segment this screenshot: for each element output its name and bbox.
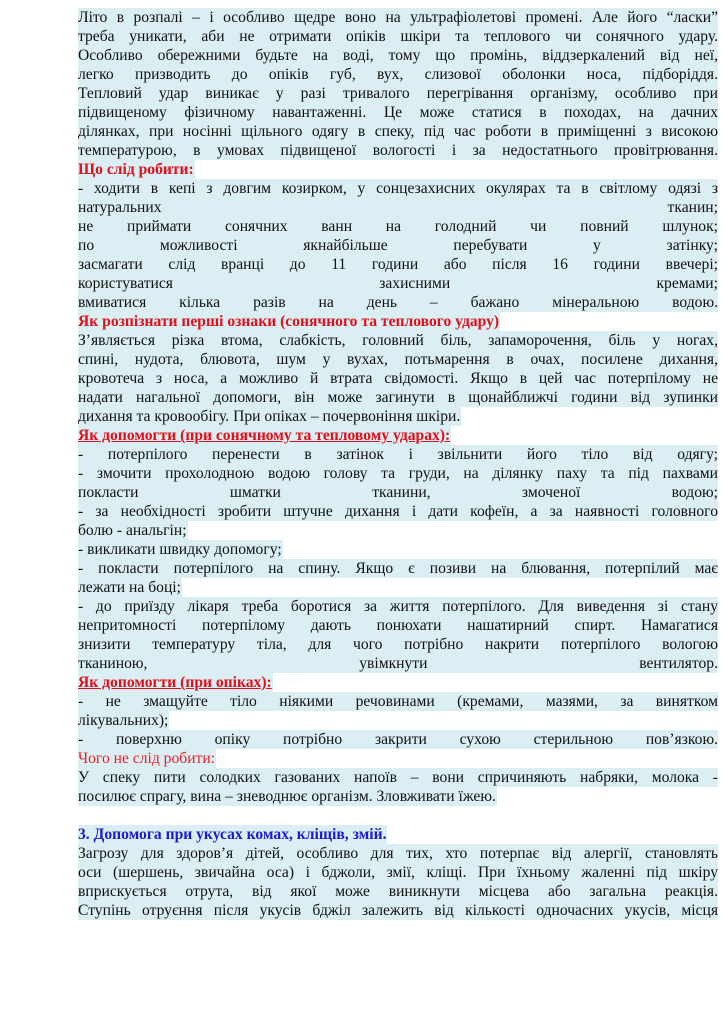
- heading-help-burns: Як допомогти (при опіках):: [78, 674, 272, 691]
- list-line: покласти шматки тканини, змоченої водою;: [78, 484, 718, 501]
- what-not-to-do-paragraph: [78, 768, 718, 806]
- help-burns-list: [78, 692, 718, 749]
- document-page: [78, 8, 718, 920]
- spacer: [78, 806, 718, 825]
- text-line: оси (шершень, звичайна оса) і бджоли, змії, кліщі. При їхньому жаленні під шкіру: [78, 864, 718, 881]
- heading-symptoms: Як розпізнати перші ознаки (сонячного та теплового удару): [78, 313, 500, 330]
- list-line: болю - анальгін;: [78, 522, 187, 539]
- heading-what-not-to-do-line: [78, 749, 718, 768]
- heading-what-to-do-line: [78, 160, 718, 179]
- help-heatstroke-list: [78, 445, 718, 673]
- text-line: посилює спрагу, вина – зневоднює організм. Зловживати їжею.: [78, 788, 496, 805]
- list-line: не приймати сонячних ванн на голодний чи повний шлунок;: [78, 218, 718, 235]
- list-line: - не змащуйте тіло ніякими речовинами (кремами, мазями, за винятком: [78, 693, 718, 710]
- list-line: вмиватися кілька разів на день – бажано мінеральною водою.: [78, 294, 718, 311]
- heading-what-not-to-do: Чого не слід робити:: [78, 750, 216, 767]
- text-line: У спеку пити солодких газованих напоїв – вони спричиняють набряки, молока -: [78, 769, 718, 786]
- list-line-wrap: [78, 711, 718, 730]
- heading-help-burns-line: [78, 673, 718, 692]
- list-line: знизити температуру тіла, для чого потрібно накрити потерпілого вологою: [78, 636, 718, 653]
- list-line-wrap: [78, 521, 718, 540]
- heading-symptoms-line: [78, 312, 718, 331]
- text-line: температурою, в умовах підвищеної вологості і за недостатнього провітрювання.: [78, 142, 718, 159]
- list-line-wrap: [78, 578, 718, 597]
- what-to-do-list: [78, 179, 718, 312]
- section-3-heading-line: [78, 825, 718, 844]
- text-line: Особливо обережними будьте на воді, тому що промінь, віддзеркалений від неї,: [78, 47, 718, 64]
- heading-help-heatstroke: Як допомогти (при сонячному та тепловому ударах):: [78, 427, 451, 444]
- list-line: - викликати швидку допомогу;: [78, 541, 282, 558]
- text-line: Тепловий удар виникає у разі тривалого перегрівання організму, особливо при: [78, 85, 718, 102]
- list-line: лікувальних);: [78, 712, 169, 729]
- text-line: З’являється різка втома, слабкість, головний біль, запаморочення, біль у ногах,: [78, 332, 718, 349]
- text-line: вприскується отрута, від якої може виникнути місцева або загальна реакція.: [78, 883, 718, 900]
- text-line: легко призводить до опіків губ, вух, слизової оболонки носа, підборіддя.: [78, 66, 718, 83]
- list-line: натуральних тканин;: [78, 199, 718, 216]
- symptoms-paragraph: [78, 331, 718, 426]
- list-line: тканиною, увімкнути вентилятор.: [78, 655, 718, 672]
- text-line: Літо в розпалі – і особливо щедре воно на ультрафіолетові промені. Але його “ласки”: [78, 9, 718, 26]
- list-line: - потерпілого перенести в затінок і звільнити його тіло від одягу;: [78, 446, 718, 463]
- text-line: кровотеча з носа, а можливо й втрата свідомості. Якщо в цей час потерпілому не: [78, 370, 718, 387]
- list-line: - змочити прохолодною водою голову та груди, на ділянку паху та під пахвами: [78, 465, 718, 482]
- list-line-wrap: [78, 540, 718, 559]
- heading-what-to-do: Що слід робити:: [78, 161, 194, 178]
- list-line: користуватися захисними кремами;: [78, 275, 718, 292]
- text-line-wrap: [78, 407, 718, 426]
- list-line: - до приїзду лікаря треба боротися за життя потерпілого. Для виведення зі стану: [78, 598, 718, 615]
- list-line: - поверхню опіку потрібно закрити сухою стерильною пов’язкою.: [78, 731, 718, 748]
- text-line: треба уникати, аби не отримати опіків шкіри та теплового чи сонячного удару.: [78, 28, 718, 45]
- text-line: підвищеному фізичному навантаженні. Це може статися в походах, на дачних: [78, 104, 718, 121]
- text-line: Ступінь отруєння після укусів бджіл залежить від кількості одночасних укусів, місця: [78, 902, 718, 919]
- section-3-heading: 3. Допомога при укусах комах, кліщів, змій.: [78, 826, 387, 843]
- text-line: Загрозу для здоров’я дітей, особливо для тих, хто потерпає від алергії, становлять: [78, 845, 718, 862]
- list-line: - покласти потерпілого на спину. Якщо є позиви на блювання, потерпілий має: [78, 560, 718, 577]
- list-line: - ходити в кепі з довгим козирком, у сонцезахисних окулярах та в світлому одязі з: [78, 180, 718, 197]
- list-line: непритомності потерпілому дають понюхати нашатирний спирт. Намагатися: [78, 617, 718, 634]
- list-line: - за необхідності зробити штучне дихання і дати кофеїн, а за наявності головного: [78, 503, 718, 520]
- section-3-paragraph: [78, 844, 718, 920]
- list-line: лежати на боці;: [78, 579, 181, 596]
- text-line-wrap: [78, 787, 718, 806]
- text-line: дихання та кровообігу. При опіках – почервоніння шкіри.: [78, 408, 461, 425]
- text-line: надати нагальної допомоги, він може загинути в щонайближчі години від зупинки: [78, 389, 718, 406]
- heading-help-heatstroke-line: [78, 426, 718, 445]
- text-line: ділянках, при носінні щільного одягу в спеку, під час роботи в приміщенні з високою: [78, 123, 718, 140]
- list-line: по можливості якнайбільше перебувати у затінку;: [78, 237, 718, 254]
- intro-paragraph: [78, 8, 718, 160]
- list-line: засмагати слід вранці до 11 години або після 16 години ввечері;: [78, 256, 718, 273]
- text-line: спині, нудота, блювота, шум у вухах, потьмарення в очах, посилене дихання,: [78, 351, 718, 368]
